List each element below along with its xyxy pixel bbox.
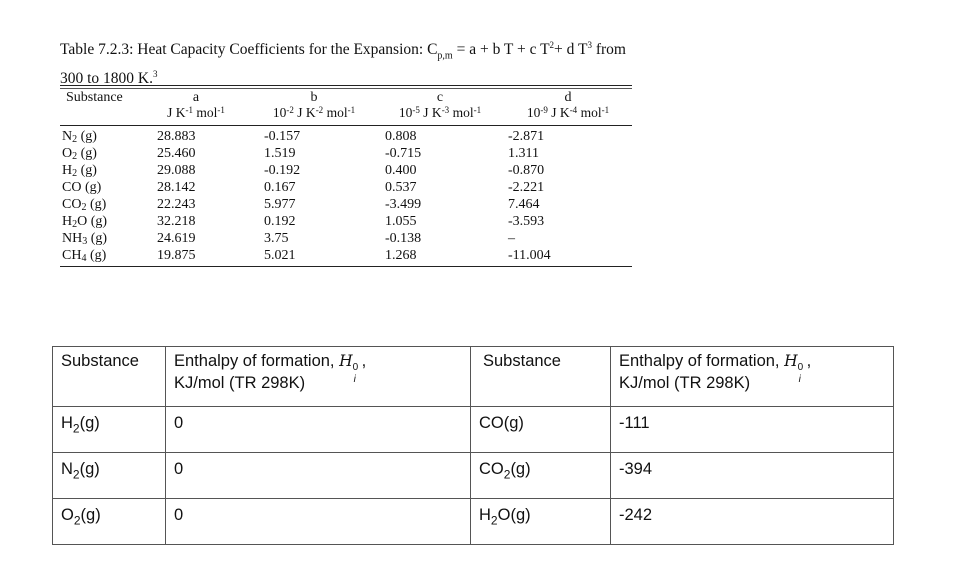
c-value: -0.715 (385, 146, 422, 161)
table-row (53, 499, 894, 545)
header-substance-left: Substance (53, 347, 166, 407)
enthalpy-value: 0 (166, 453, 471, 499)
c-value: -0.138 (385, 231, 422, 246)
c-value: 1.055 (385, 214, 417, 229)
c-value: 1.268 (385, 248, 417, 263)
a-value: 28.883 (157, 129, 196, 144)
b-value: 1.519 (264, 146, 296, 161)
b-value: -0.157 (264, 129, 301, 144)
header-substance-right: Substance (471, 347, 611, 407)
table-top-rule-double (60, 88, 632, 89)
a-value: 29.088 (157, 163, 196, 178)
substance-cell: $O_2$ (g) (62, 146, 97, 162)
a-value: 28.142 (157, 180, 196, 195)
substance-cell: $NH_3$ (g) (62, 231, 108, 247)
enthalpy-value: -394 (611, 453, 894, 499)
caption-line-1: Table 7.2.3: Heat Capacity Coefficients for the Expansion: $C_{p,m} = a + b$ T + c $T^2+ d$ $T^3$ from (60, 40, 626, 62)
c-value: 0.400 (385, 163, 417, 178)
b-value: 3.75 (264, 231, 289, 246)
substance-cell: $O_2(g)$ (53, 499, 166, 545)
table-bottom-rule (60, 266, 632, 267)
c-value: -3.499 (385, 197, 422, 212)
enthalpy-value: -111 (611, 407, 894, 453)
b-value: 0.167 (264, 180, 296, 195)
substance-cell: $H_2O(g)$ (471, 499, 611, 545)
table-header-rule (60, 125, 632, 126)
enthalpy-value: -242 (611, 499, 894, 545)
table-row (53, 453, 894, 499)
substance-cell: CO(g) (471, 407, 611, 453)
a-value: 22.243 (157, 197, 196, 212)
substance-cell: $N_2(g)$ (53, 453, 166, 499)
table-caption (60, 36, 720, 88)
b-value: 0.192 (264, 214, 296, 229)
enthalpy-header-row (53, 347, 894, 407)
d-value: 1.311 (508, 146, 539, 161)
enthalpy-table (52, 346, 894, 545)
substance-cell: $H_2(g)$ (53, 407, 166, 453)
b-value: 5.021 (264, 248, 296, 263)
b-value: -0.192 (264, 163, 301, 178)
d-value: -2.871 (508, 129, 545, 144)
caption-line-2: 300 to 1800 K.$^3$ (60, 69, 158, 88)
c-value: 0.537 (385, 180, 417, 195)
a-value: 19.875 (157, 248, 196, 263)
header-enthalpy-right: Enthalpy of formation, H 0 i , KJ/mol (TR 298K) (611, 347, 894, 407)
col-header-d: d $10^{-9}$ J $K^{-4}$ mol$^{-1}$ (526, 90, 610, 120)
c-value: 0.808 (385, 129, 417, 144)
d-value: -11.004 (508, 248, 551, 263)
substance-cell: $N_2$ (g) (62, 129, 97, 145)
d-value: -2.221 (508, 180, 545, 195)
col-header-substance: Substance (66, 90, 123, 105)
substance-cell: $CH_4$ (g) (62, 248, 107, 264)
substance-cell: CO (g) (62, 180, 102, 195)
a-value: 25.460 (157, 146, 196, 161)
header-enthalpy-left: Enthalpy of formation, H 0 i , KJ/mol (TR 298K) (166, 347, 471, 407)
substance-cell: $H_2$ (g) (62, 163, 97, 179)
substance-cell: $H_2O$ (g) (62, 214, 108, 230)
d-value: – (508, 231, 515, 246)
enthalpy-value: 0 (166, 499, 471, 545)
b-value: 5.977 (264, 197, 296, 212)
col-header-a: a J $K^{-1}$ mol$^{-1}$ (167, 90, 225, 120)
col-header-c: c $10^{-5}$ J $K^{-3}$ mol$^{-1}$ (398, 90, 482, 120)
substance-cell: $CO_2(g)$ (471, 453, 611, 499)
a-value: 24.619 (157, 231, 196, 246)
d-value: -3.593 (508, 214, 545, 229)
a-value: 32.218 (157, 214, 196, 229)
d-value: 7.464 (508, 197, 540, 212)
col-header-b: b $10^{-2}$ J $K^{-2}$ mol$^{-1}$ (272, 90, 356, 120)
table-row (53, 407, 894, 453)
enthalpy-value: 0 (166, 407, 471, 453)
substance-cell: $CO_2$ (g) (62, 197, 107, 213)
d-value: -0.870 (508, 163, 545, 178)
table-top-rule (60, 85, 632, 86)
